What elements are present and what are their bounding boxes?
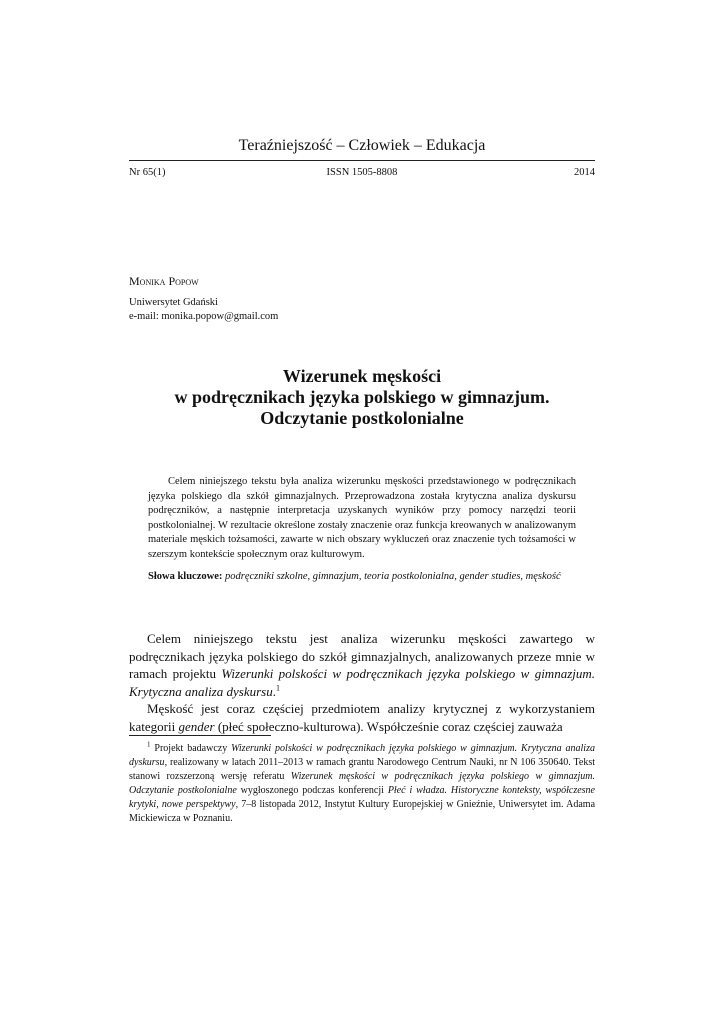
footnote-1 [129, 742, 595, 826]
title-line-1: Wizerunek męskości [282, 366, 442, 386]
issue-number: Nr 65(1) [129, 167, 166, 178]
title-line-3: Odczytanie postkolonialne [260, 408, 464, 428]
footnote-rule [129, 735, 271, 736]
email: e-mail: monika.popow@gmail.com [129, 311, 279, 322]
author-affiliation-block [129, 296, 278, 324]
keywords-label: Słowa kluczowe: [148, 571, 223, 582]
title-line-2: w podręcznikach języka polskiego w gimnazjum. [174, 387, 550, 407]
text-run: (płeć społeczno-kulturowa). Współcześnie coraz częściej zauważa [214, 718, 563, 734]
paragraph-2 [129, 700, 595, 735]
abstract [148, 475, 576, 563]
article-title [129, 366, 595, 429]
text-run: Męskość jest coraz częściej przedmiotem analizy krytycznej z wykorzystaniem kategorii [129, 701, 595, 734]
text-run: wygłoszonego podczas konferencji [236, 785, 388, 796]
text-run-italic: Wizerunek męskości w podręcznikach języka polskiego w gimnazjum. Odczytanie postkolonialne [129, 771, 595, 796]
text-run: Celem niniejszego tekstu jest analiza wizerunku męskości zawartego w podręcznikach języka polskiego do szkół gimnazjalnych, analizowanych przeze mnie w ramach projektu [129, 631, 595, 681]
year: 2014 [574, 167, 595, 178]
header-rule [129, 160, 595, 161]
body-text [129, 630, 595, 735]
keywords [148, 570, 576, 584]
issn: ISSN 1505-8808 [326, 167, 398, 178]
journal-title: Teraźniejszość – Człowiek – Edukacja [238, 137, 486, 154]
text-run-italic: Wizerunki polskości w podręcznikach języka polskiego w gimnazjum. Krytyczna analiza dyskursu [129, 743, 595, 768]
affiliation: Uniwersytet Gdański [129, 297, 218, 308]
text-run: Projekt badawczy [150, 743, 232, 754]
keywords-value: podręczniki szkolne, gimnazjum, teoria postkolonialna, gender studies, męskość [225, 571, 561, 582]
footnote [129, 742, 595, 826]
project-title: Wizerunki polskości w podręcznikach języka polskiego w gimnazjum. Krytyczna analiza dyskursu [129, 666, 596, 699]
text-run: , realizowany w latach 2011–2013 w ramach grantu Narodowego Centrum Nauki, nr N 106 350640. Tekst stanowi rozszerzoną wersję referatu [129, 757, 595, 782]
paragraph-1 [129, 630, 595, 700]
text-run-italic: Płeć i władza. Historyczne konteksty, współczesne krytyki, nowe perspektywy [129, 785, 595, 810]
footnote-ref[interactable]: 1 [275, 683, 280, 693]
footnote-number: 1 [147, 740, 151, 749]
author-name: Monika Popow [129, 274, 199, 288]
term-gender: gender [178, 718, 215, 734]
abstract-text: Celem niniejszego tekstu była analiza wizerunku męskości przedstawionego w podręcznikach języka polskiego dla szkół gimnazjalnych. Przeprowadzona została krytyczna analiza dyskursu podręczników, a następnie interpretacja uzyskanych wyników przy pomocy narzędzi teorii postkolonialnej. W rezultacie określone zostały znaczenie oraz funkcja kreowanych w analizowanym materiale męskich tożsamości, zawarte w nich obszary wykluczeń oraz znaczenie tych tożsamości w szerszym kontekście społecznym oraz kulturowym. [148, 476, 576, 560]
text-run: . [272, 683, 276, 699]
text-run: , 7–8 listopada 2012, Instytut Kultury Europejskiej w Gnieźnie, Uniwersytet im. Adama Mickiewicza w Poznaniu. [129, 799, 596, 824]
